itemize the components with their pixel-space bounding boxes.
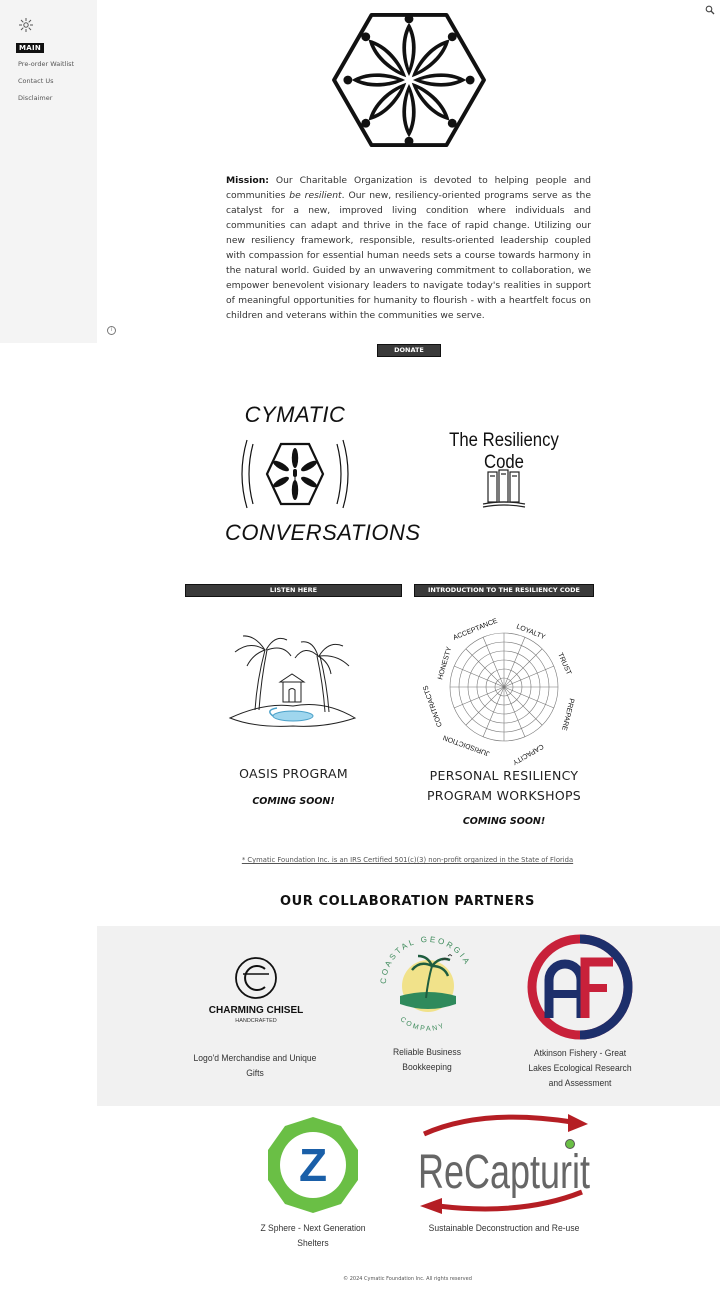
svg-text:COMPANY — [399, 1016, 447, 1033]
books-icon — [475, 462, 533, 510]
oasis-island-illustration — [225, 630, 360, 740]
wheel-label-contracts: CONTRACTS — [422, 684, 444, 728]
wheel-label-trust: TRUST — [556, 651, 573, 677]
wheel-label-acceptance: ACCEPTANCE — [452, 617, 499, 642]
atkinson-desc-line2: Lakes Ecological Research — [528, 1063, 632, 1073]
wheel-label-prepare: PREPARE — [560, 697, 575, 732]
oasis-coming-soon: COMING SOON! — [252, 796, 335, 807]
z-sphere-logo-letter: Z — [298, 1139, 328, 1191]
sidebar-item-preorder-waitlist[interactable]: Pre-order Waitlist — [18, 60, 75, 68]
wheel-label-honesty: HONESTY — [437, 646, 454, 681]
irs-status-link[interactable]: * Cymatic Foundation Inc. is an IRS Certified 501(c)(3) non-profit organized in the State of Florida — [241, 856, 574, 864]
info-icon[interactable]: i — [107, 326, 116, 335]
site-logo-icon[interactable] — [18, 17, 34, 33]
recapturit-logo — [412, 1112, 594, 1216]
zsphere-desc-line2: Shelters — [297, 1238, 329, 1248]
mission-statement — [226, 173, 591, 323]
sidebar — [0, 0, 97, 343]
zsphere-desc-line1: Z Sphere - Next Generation — [260, 1223, 366, 1233]
sidebar-item-main[interactable]: MAIN — [16, 43, 44, 53]
coastal-desc-line1: Reliable Business — [393, 1047, 461, 1057]
charming-chisel-logo-text: CHARMING CHISEL — [208, 1005, 304, 1016]
coastal-georgia-logo — [372, 934, 484, 1036]
oasis-program-title: OASIS PROGRAM — [239, 766, 348, 781]
resiliency-code-title: The Resiliency Code — [449, 430, 559, 473]
personal-resiliency-workshops-title — [414, 766, 594, 806]
coastal-logo-top-text: COASTAL GEORGIA — [378, 934, 473, 985]
wheel-label-capacity: CAPACITY — [511, 742, 545, 766]
sidebar-item-disclaimer[interactable]: Disclaimer — [18, 94, 53, 102]
atkinson-desc-line3: and Assessment — [548, 1078, 612, 1088]
z-sphere-logo — [262, 1114, 364, 1216]
intro-resiliency-code-button[interactable]: INTRODUCTION TO THE RESILIENCY CODE — [414, 584, 594, 597]
cymatic-logo-top-text: CYMATIC — [244, 402, 346, 427]
workshops-coming-soon: COMING SOON! — [462, 816, 546, 827]
atkinson-desc-line1: Atkinson Fishery - Great — [533, 1048, 627, 1058]
cymatic-logo-bottom-text: CONVERSATIONS — [225, 520, 421, 545]
cymatic-hexagon-logo — [330, 9, 488, 151]
mission-text-2: . Our new, resiliency-oriented programs serve as the catalyst for a new, improved living condition where individuals and communities can adapt and thrive in the face of rapid change. Utilizing our new resiliency framework, responsible, results-oriented leadership coupled with compassion for essential human needs sets a course towards harmony in the natural world. Guided by an unwavering commitment to collaboration, we empower benevolent visionary leaders to navigate today's realities in support of meaningful opportunities for humanity to flourish - with a heartfelt focus on children and veterans within the communities we serve. — [226, 190, 591, 321]
cymatic-emblem-icon — [233, 430, 357, 518]
z-sphere-desc — [249, 1221, 378, 1251]
partners-heading: OUR COLLABORATION PARTNERS — [280, 894, 535, 909]
charming-chisel-logo — [208, 956, 304, 1026]
donate-button[interactable]: DONATE — [377, 344, 441, 357]
resiliency-wheel-diagram — [422, 617, 576, 766]
coastal-desc-line2: Bookkeeping — [402, 1062, 452, 1072]
atkinson-fishery-logo — [527, 934, 633, 1040]
mission-text-1: Our Charitable Organization is devoted to helping people and communities — [226, 175, 591, 201]
charming-chisel-desc: Logo'd Merchandise and Unique Gifts — [193, 1053, 317, 1078]
coastal-logo-bottom-text: COMPANY — [398, 1016, 447, 1033]
charming-chisel-logo-subtext: HANDCRAFTED — [235, 1018, 277, 1024]
prw-title-line2: PROGRAM WORKSHOPS — [426, 788, 582, 803]
coastal-georgia-desc — [367, 1045, 487, 1075]
sidebar-item-contact-us[interactable]: Contact Us — [18, 77, 54, 85]
listen-here-button[interactable]: LISTEN HERE — [185, 584, 402, 597]
mission-emphasis: be resilient — [289, 190, 342, 201]
recapturit-logo-text: ReCapturit — [418, 1146, 590, 1199]
prw-title-line1: PERSONAL RESILIENCY — [429, 768, 579, 783]
search-icon[interactable] — [705, 5, 715, 15]
recapturit-desc: Sustainable Deconstruction and Re-use — [428, 1223, 580, 1233]
footer-copyright: © 2024 Cymatic Foundation Inc. All rights reserved — [343, 1276, 472, 1282]
wheel-label-loyalty: LOYALTY — [515, 623, 547, 642]
atkinson-fishery-desc — [520, 1046, 640, 1091]
cymatic-conversations-logo — [225, 402, 421, 548]
mission-heading: Mission: — [226, 175, 269, 186]
wheel-label-jurisdiction: JURISDICTION — [442, 733, 491, 757]
